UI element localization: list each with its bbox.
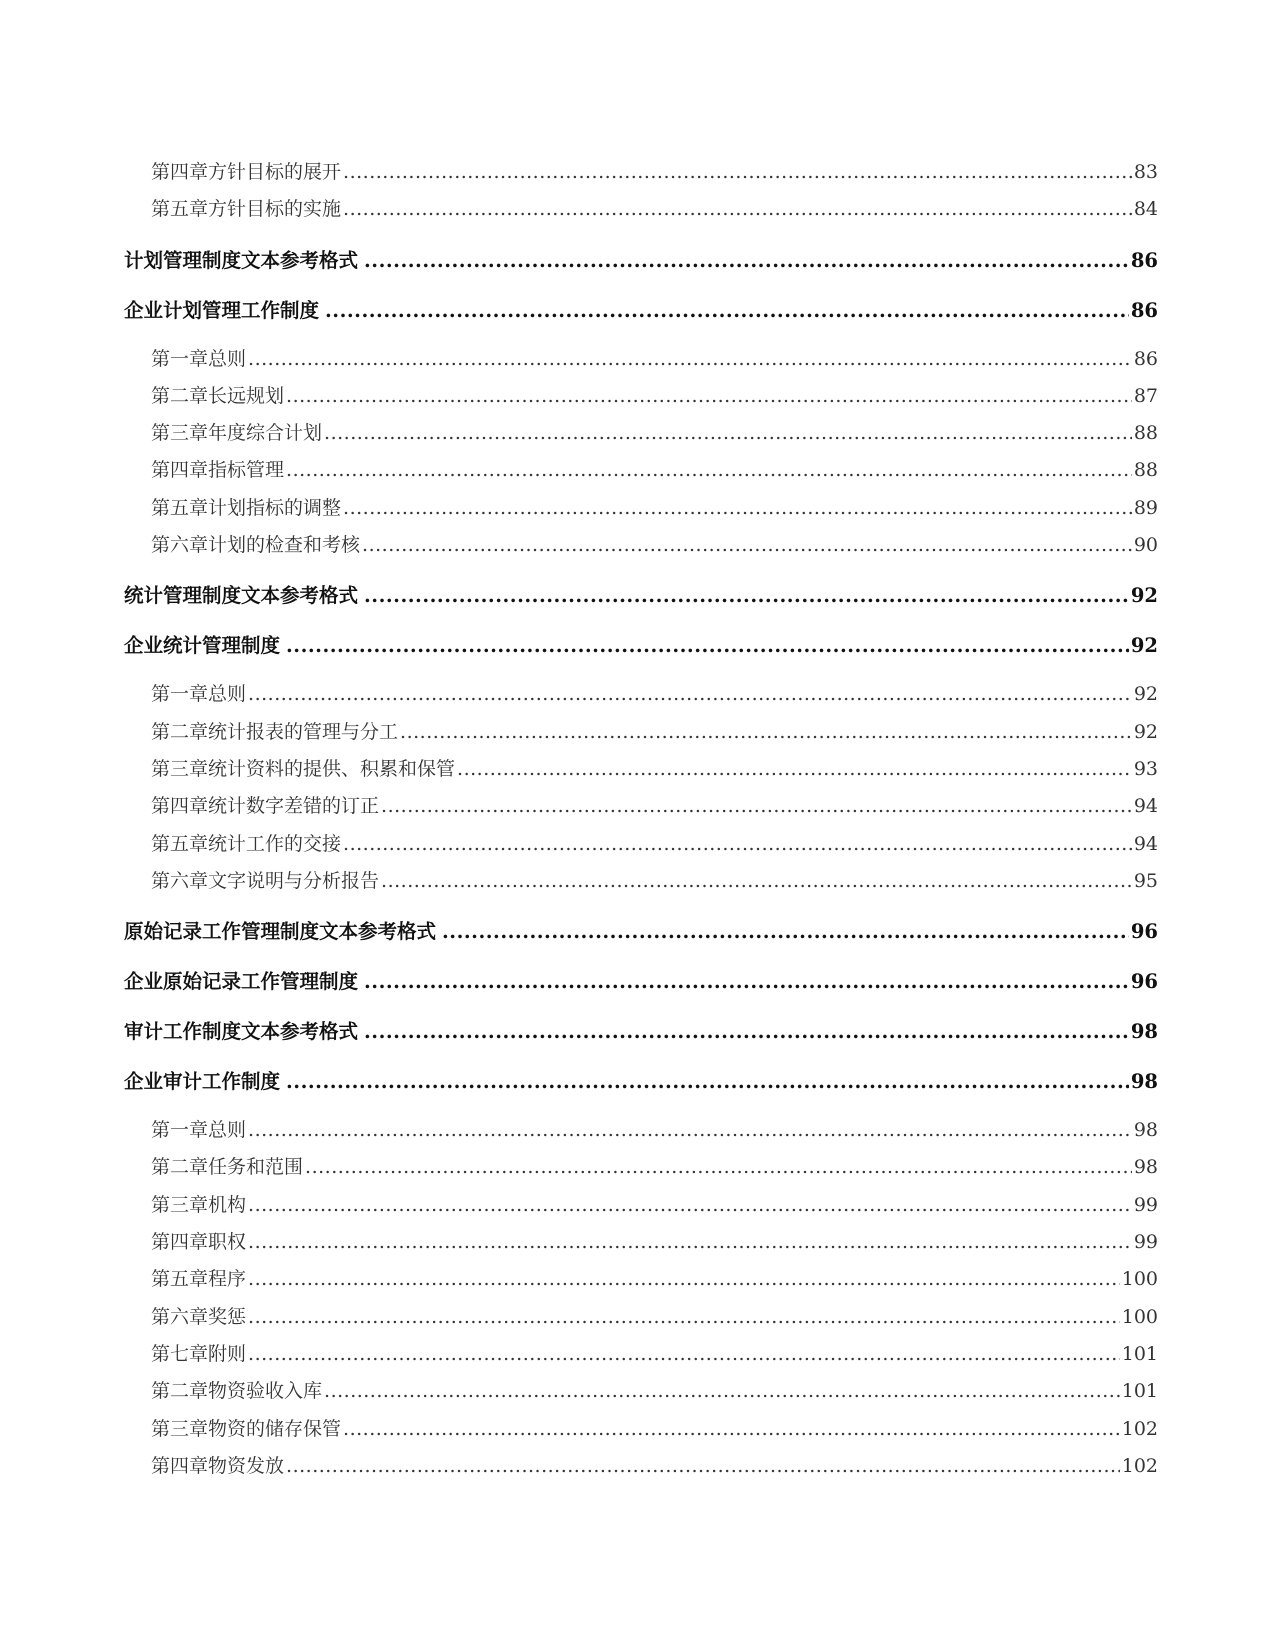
toc-chapter-entry[interactable] — [124, 341, 1158, 378]
toc-section-entry[interactable] — [124, 571, 1158, 621]
toc-page-number: 83 — [1133, 161, 1158, 183]
toc-chapter-entry[interactable] — [124, 788, 1158, 825]
toc-entry-title: 方针目标的实施 — [208, 198, 342, 221]
toc-chapter-entry[interactable] — [124, 415, 1158, 452]
toc-chapter-entry[interactable] — [124, 1448, 1158, 1485]
toc-entry-title: 统计管理制度文本参考格式 — [124, 584, 359, 608]
toc-page-number: 101 — [1121, 1380, 1158, 1403]
toc-chapter-entry[interactable] — [124, 676, 1158, 713]
toc-chapter-number: 第三章 — [151, 757, 209, 780]
toc-dot-leader — [286, 452, 1132, 489]
toc-entry-title: 总则 — [208, 347, 247, 370]
toc-chapter-number: 第五章 — [151, 198, 209, 221]
toc-entry-title: 企业原始记录工作管理制度 — [124, 970, 359, 994]
toc-page-number: 86 — [1130, 248, 1158, 272]
toc-dot-leader — [248, 341, 1132, 378]
toc-page-number: 96 — [1130, 920, 1158, 944]
toc-dot-leader — [248, 1224, 1132, 1261]
toc-chapter-number: 第一章 — [151, 347, 209, 370]
toc-page-number: 92 — [1133, 683, 1158, 706]
toc-dot-leader — [324, 415, 1132, 452]
toc-dot-leader — [400, 714, 1132, 751]
toc-dot-leader — [248, 1261, 1120, 1298]
toc-chapter-number: 第六章 — [151, 869, 209, 892]
toc-dot-leader — [457, 751, 1132, 788]
toc-page-number: 87 — [1133, 384, 1158, 407]
toc-chapter-entry[interactable] — [124, 1224, 1158, 1261]
toc-chapter-number: 第五章 — [151, 496, 209, 519]
toc-chapter-number: 第二章 — [151, 384, 209, 407]
toc-entry-title: 企业统计管理制度 — [124, 634, 281, 658]
toc-chapter-entry[interactable] — [124, 191, 1158, 228]
toc-chapter-number: 第四章 — [151, 1231, 209, 1254]
toc-dot-leader — [286, 621, 1129, 671]
toc-section-entry[interactable] — [124, 236, 1158, 286]
toc-page-number: 92 — [1133, 720, 1158, 743]
toc-dot-leader — [248, 1336, 1120, 1373]
toc-entry-title: 统计报表的管理与分工 — [208, 720, 399, 743]
toc-chapter-number: 第四章 — [151, 795, 209, 818]
toc-dot-leader — [364, 957, 1129, 1007]
toc-chapter-entry[interactable] — [124, 490, 1158, 527]
toc-dot-leader — [248, 676, 1132, 713]
toc-dot-leader — [343, 154, 1132, 191]
toc-entry-title: 计划指标的调整 — [208, 496, 342, 519]
toc-dot-leader — [324, 1373, 1120, 1410]
toc-page-number: 84 — [1133, 198, 1158, 221]
toc-entry-title: 方针目标的展开 — [208, 161, 342, 183]
toc-page-number: 94 — [1133, 795, 1158, 818]
toc-page-number: 98 — [1133, 1156, 1158, 1179]
toc-chapter-number: 第二章 — [151, 720, 209, 743]
toc-dot-leader — [325, 286, 1129, 336]
toc-page-number: 93 — [1133, 757, 1158, 780]
toc-page-number: 95 — [1133, 869, 1158, 892]
toc-entry-title: 长远规划 — [208, 384, 285, 407]
toc-page-number: 92 — [1130, 584, 1158, 608]
toc-dot-leader — [343, 1411, 1120, 1448]
toc-chapter-entry[interactable] — [124, 1149, 1158, 1186]
toc-page-number: 98 — [1130, 1070, 1158, 1094]
toc-chapter-entry[interactable] — [124, 714, 1158, 751]
toc-page-number: 100 — [1121, 1268, 1158, 1291]
toc-entry-title: 任务和范围 — [208, 1156, 304, 1179]
toc-entry-title: 指标管理 — [208, 459, 285, 482]
toc-section-entry[interactable] — [124, 621, 1158, 671]
toc-entry-title: 物资的储存保管 — [208, 1417, 342, 1440]
toc-section-entry[interactable] — [124, 286, 1158, 336]
toc-entry-title: 文字说明与分析报告 — [208, 869, 380, 892]
toc-chapter-number: 第六章 — [151, 534, 209, 557]
toc-entry-title: 统计工作的交接 — [208, 832, 342, 855]
toc-section-entry[interactable] — [124, 1057, 1158, 1107]
toc-entry-title: 企业计划管理工作制度 — [124, 298, 320, 322]
toc-chapter-entry[interactable] — [124, 1261, 1158, 1298]
toc-entry-title: 职权 — [208, 1231, 247, 1254]
toc-chapter-number: 第二章 — [151, 1380, 209, 1403]
toc-page-number: 86 — [1130, 298, 1158, 322]
toc-entry-title: 统计资料的提供、积累和保管 — [208, 757, 456, 780]
toc-section-entry[interactable] — [124, 957, 1158, 1007]
toc-entry-title: 审计工作制度文本参考格式 — [124, 1020, 359, 1044]
toc-chapter-number: 第五章 — [151, 832, 209, 855]
toc-chapter-number: 第七章 — [151, 1342, 209, 1365]
toc-page-number: 102 — [1121, 1454, 1158, 1477]
toc-page-number: 88 — [1133, 422, 1158, 445]
toc-chapter-number: 第四章 — [151, 459, 209, 482]
toc-dot-leader — [248, 1187, 1132, 1224]
toc-chapter-entry[interactable] — [124, 452, 1158, 489]
toc-section-entry[interactable] — [124, 907, 1158, 957]
toc-chapter-number: 第一章 — [151, 683, 209, 706]
toc-dot-leader — [248, 1299, 1120, 1336]
toc-chapter-number: 第四章 — [151, 1454, 209, 1477]
toc-chapter-entry[interactable] — [124, 1187, 1158, 1224]
toc-chapter-entry[interactable] — [124, 1299, 1158, 1336]
toc-page-number: 102 — [1121, 1417, 1158, 1440]
toc-dot-leader — [362, 527, 1132, 564]
toc-chapter-number: 第一章 — [151, 1119, 209, 1142]
toc-page-number: 98 — [1133, 1119, 1158, 1142]
toc-chapter-entry[interactable] — [124, 1112, 1158, 1149]
toc-page-number: 101 — [1121, 1342, 1158, 1365]
toc-page-number: 94 — [1133, 832, 1158, 855]
toc-page-number: 86 — [1133, 347, 1158, 370]
toc-chapter-number: 第四章 — [151, 161, 209, 183]
toc-entry-title: 总则 — [208, 683, 247, 706]
toc-entry-title: 企业审计工作制度 — [124, 1070, 281, 1094]
toc-chapter-entry[interactable] — [124, 1373, 1158, 1410]
toc-page-number: 96 — [1130, 970, 1158, 994]
toc-dot-leader — [343, 191, 1132, 228]
toc-page-number: 99 — [1133, 1231, 1158, 1254]
toc-chapter-number: 第三章 — [151, 1417, 209, 1440]
toc-entry-title: 计划的检查和考核 — [208, 534, 361, 557]
toc-chapter-entry[interactable] — [124, 751, 1158, 788]
toc-page-number: 100 — [1121, 1305, 1158, 1328]
toc-entry-title: 机构 — [208, 1193, 247, 1216]
toc-entry-title: 总则 — [208, 1119, 247, 1142]
toc-page-number: 88 — [1133, 459, 1158, 482]
toc-page-number: 99 — [1133, 1193, 1158, 1216]
toc-page-number: 90 — [1133, 534, 1158, 557]
toc-dot-leader — [381, 788, 1132, 825]
toc-page-number: 89 — [1133, 496, 1158, 519]
toc-chapter-entry[interactable] — [124, 154, 1158, 191]
toc-chapter-number: 第二章 — [151, 1156, 209, 1179]
toc-page-number: 98 — [1130, 1020, 1158, 1044]
toc-dot-leader — [364, 1007, 1129, 1057]
toc-chapter-number: 第三章 — [151, 1193, 209, 1216]
toc-chapter-entry[interactable] — [124, 826, 1158, 863]
toc-section-entry[interactable] — [124, 1007, 1158, 1057]
toc-dot-leader — [305, 1149, 1132, 1186]
toc-dot-leader — [442, 907, 1129, 957]
toc-dot-leader — [286, 1448, 1120, 1485]
toc-entry-title: 物资发放 — [208, 1454, 285, 1477]
toc-entry-title: 附则 — [208, 1342, 247, 1365]
toc-chapter-entry[interactable] — [124, 527, 1158, 564]
toc-entry-title: 计划管理制度文本参考格式 — [124, 248, 359, 272]
toc-entry-title: 程序 — [208, 1268, 247, 1291]
toc-chapter-entry[interactable] — [124, 378, 1158, 415]
toc-entry-title: 奖惩 — [208, 1305, 247, 1328]
toc-chapter-entry[interactable] — [124, 1411, 1158, 1448]
toc-dot-leader — [248, 1112, 1132, 1149]
toc-chapter-number: 第五章 — [151, 1268, 209, 1291]
toc-dot-leader — [286, 1057, 1129, 1107]
toc-dot-leader — [364, 571, 1129, 621]
toc-dot-leader — [343, 826, 1132, 863]
toc-chapter-entry[interactable] — [124, 863, 1158, 900]
toc-entry-title: 统计数字差错的订正 — [208, 795, 380, 818]
toc-dot-leader — [343, 490, 1132, 527]
toc-dot-leader — [381, 863, 1132, 900]
table-of-contents — [124, 154, 1158, 1485]
toc-dot-leader — [286, 378, 1132, 415]
toc-entry-title: 物资验收入库 — [208, 1380, 323, 1403]
toc-dot-leader — [364, 236, 1129, 286]
toc-chapter-entry[interactable] — [124, 1336, 1158, 1373]
toc-chapter-number: 第六章 — [151, 1305, 209, 1328]
toc-entry-title: 年度综合计划 — [208, 422, 323, 445]
toc-page-number: 92 — [1130, 634, 1158, 658]
toc-chapter-number: 第三章 — [151, 422, 209, 445]
toc-entry-title: 原始记录工作管理制度文本参考格式 — [124, 920, 437, 944]
